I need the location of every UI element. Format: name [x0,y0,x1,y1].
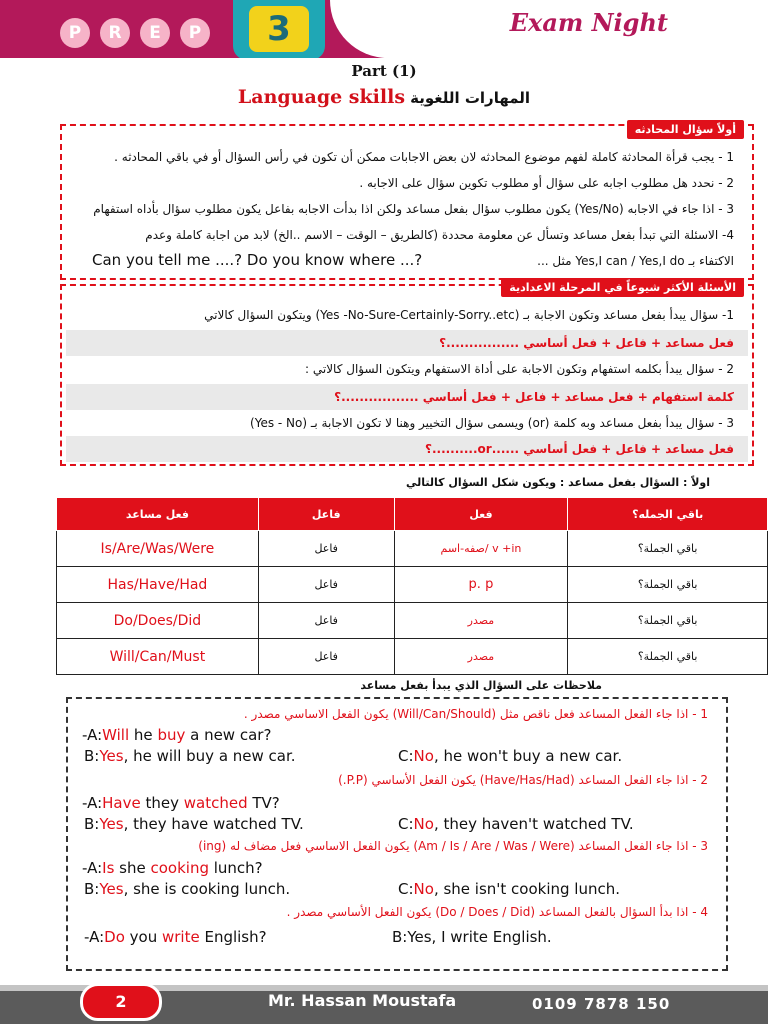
b-rest: , he will buy a new car. [123,747,296,765]
example-answer-yes [84,814,304,834]
c-prefix: C: [398,880,414,898]
c-no: No [413,880,434,898]
b-rest: , she is cooking lunch. [123,880,291,898]
prep-letter-e: E [140,18,170,48]
subject-cell: فاعل [258,603,394,639]
q-end: lunch? [208,859,263,877]
q-aux: Do [104,928,125,946]
verb-cell: صفه-اسم/ v +in [394,531,568,567]
b-rest: , they have watched TV. [123,815,304,833]
rest-cell: باقي الجملة؟ [568,603,768,639]
aux-cell: Do/Does/Did [57,603,259,639]
verb-cell: مصدر [394,639,568,675]
c-prefix: C: [398,815,414,833]
section-tag: أولاً سؤال المحادثه [627,120,744,139]
col-verb-header: فعل [394,498,568,531]
page-footer [0,985,768,1024]
note-rule: 2 - اذا جاء الفعل المساعد (Have/Has/Had) يكون الفعل الأساسي (P.P.) [338,773,708,787]
table-row [57,531,768,567]
rest-cell: باقي الجملة؟ [568,639,768,675]
english-example: Can you tell me ....? Do you know where ...? [92,251,423,269]
verb-cell: p. p [394,567,568,603]
example-answer-yes [84,879,290,899]
aux-cell: Will/Can/Must [57,639,259,675]
q-mid: you [124,928,162,946]
b-prefix: B: [84,815,100,833]
q-verb: cooking [150,859,209,877]
common-questions-box [60,281,754,466]
page-number: 2 [80,983,162,1021]
grade-logo [233,0,325,58]
page-header [0,0,768,58]
q-prefix: -A: [84,928,105,946]
subject-cell: فاعل [258,639,394,675]
part-label: Part (1) [351,62,417,80]
question-type: 1- سؤال يبدأ بفعل مساعد وتكون الاجابة بـ (Yes -No-Sure-Certainly-Sorry..etc) ويتكون السؤال كالاتي [204,308,734,322]
c-no: No [413,815,434,833]
b-yes: Yes [99,747,124,765]
prep-letter-p: P [60,18,90,48]
col-rest-header: باقي الجمله؟ [568,498,768,531]
example-answer-yes [84,746,296,766]
grade-number: 3 [249,6,309,52]
brand-title: Exam Night [509,8,668,37]
aux-cell: Is/Are/Was/Were [57,531,259,567]
rule-line: 2 - نحدد هل مطلوب اجابه على سؤال أو مطلوب تكوين سؤال على الاجابه . [359,176,734,190]
rule-line: 3 - اذا جاء في الاجابه (Yes/No) يكون مطلوب سؤال بفعل مساعد ولكن اذا بدأت الاجابه بفاعل يكون مطلوب سؤال بأداه استفهام [93,202,734,216]
b-prefix: B: [84,747,100,765]
notes-box [66,697,728,971]
notes-heading: ملاحظات على السؤال الذي يبدأ بفعل مساعد [360,679,602,692]
subject-cell: فاعل [258,531,394,567]
example-answer-no [398,814,634,834]
q-aux: Is [102,859,115,877]
col-aux-header: فعل مساعد [57,498,259,531]
table-row [57,639,768,675]
auxiliary-table [56,497,768,675]
c-rest: , they haven't watched TV. [433,815,634,833]
aux-cell: Has/Have/Had [57,567,259,603]
table-header-row [57,498,768,531]
c-rest: , she isn't cooking lunch. [433,880,621,898]
example-answer-yes: B:Yes, I write English. [392,928,552,946]
q-mid: they [140,794,184,812]
rule-line: 1 - يجب قرأة المحادثة كاملة لفهم موضوع المحادثه لان بعض الاجابات ممكن أن تكون في رأس السؤال أو في باقي المحادثه . [114,150,734,164]
col-subject-header: فاعل [258,498,394,531]
prep-letter-r: R [100,18,130,48]
question-formula: كلمة استفهام + فعل مساعد + فاعل + فعل أساسي .................؟ [66,384,748,410]
q-prefix: -A: [82,794,103,812]
question-type: 2 - سؤال يبدأ بكلمه استفهام وتكون الاجابة على أداة الاستفهام ويتكون السؤال كالاتي : [305,362,734,376]
question-formula: فعل مساعد + فاعل + فعل أساسي ......or..........؟ [66,436,748,462]
conversation-box [60,124,754,280]
rest-cell: باقي الجملة؟ [568,531,768,567]
note-rule: 1 - اذا جاء الفعل المساعد فعل ناقص مثل (Will/Can/Should) يكون الفعل الاساسي مصدر . [243,707,708,721]
q-prefix: -A: [82,859,103,877]
q-aux: Will [102,726,130,744]
q-verb: write [161,928,200,946]
table-row [57,603,768,639]
table-row [57,567,768,603]
q-verb: buy [157,726,186,744]
q-end: TV? [247,794,280,812]
c-no: No [413,747,434,765]
b-prefix: B: [84,880,100,898]
c-rest: , he won't buy a new car. [433,747,623,765]
author-name: Mr. Hassan Moustafa [268,991,457,1010]
rule-line: 4- الاسئلة التي تبدأ بفعل مساعد وتسأل عن معلومة محددة (كالطريق – الوقت – الاسم ..الخ) لابد من اجابة كاملة وعدم [145,228,734,242]
title-english: Language skills [237,86,406,108]
example-question [82,725,271,745]
note-rule: 3 - اذا جاء الفعل المساعد (Am / Is / Are / Was / Were) يكون الفعل الاساسي فعل مضاف له (ing) [198,839,708,853]
rule-line: الاكتفاء بـ Yes,I can / Yes,I do مثل ... [537,254,734,268]
b-yes: Yes [99,815,124,833]
q-aux: Have [102,794,141,812]
question-formula: فعل مساعد + فاعل + فعل أساسي ................؟ [66,330,748,356]
title-arabic: المهارات اللغوية [410,89,531,107]
example-question [84,927,267,947]
rest-cell: باقي الجملة؟ [568,567,768,603]
table-heading: اولاً : السؤال بفعل مساعد : ويكون شكل السؤال كالتالي [406,476,710,489]
author-phone: 0109 7878 150 [532,995,671,1013]
q-end: English? [199,928,267,946]
c-prefix: C: [398,747,414,765]
q-prefix: -A: [82,726,103,744]
verb-cell: مصدر [394,603,568,639]
example-answer-no [398,746,622,766]
example-answer-no [398,879,620,899]
subject-cell: فاعل [258,567,394,603]
example-question [82,858,263,878]
q-mid: he [129,726,158,744]
section-tag: الأسئلة الأكثر شيوعاً في المرحلة الاعدادية [501,278,744,297]
q-end: a new car? [185,726,272,744]
example-question [82,793,280,813]
note-rule: 4 - اذا بدأ السؤال بالفعل المساعد (Do / Does / Did) يكون الفعل الأساسي مصدر . [286,905,708,919]
page-title [0,86,768,108]
q-mid: she [114,859,151,877]
b-yes: Yes [99,880,124,898]
q-verb: watched [183,794,248,812]
prep-letter-p2: P [180,18,210,48]
question-type: 3 - سؤال يبدأ بفعل مساعد وبه كلمة (or) ويسمى سؤال التخيير وهنا لا تكون الاجابة بـ (Yes - No) [250,416,734,430]
